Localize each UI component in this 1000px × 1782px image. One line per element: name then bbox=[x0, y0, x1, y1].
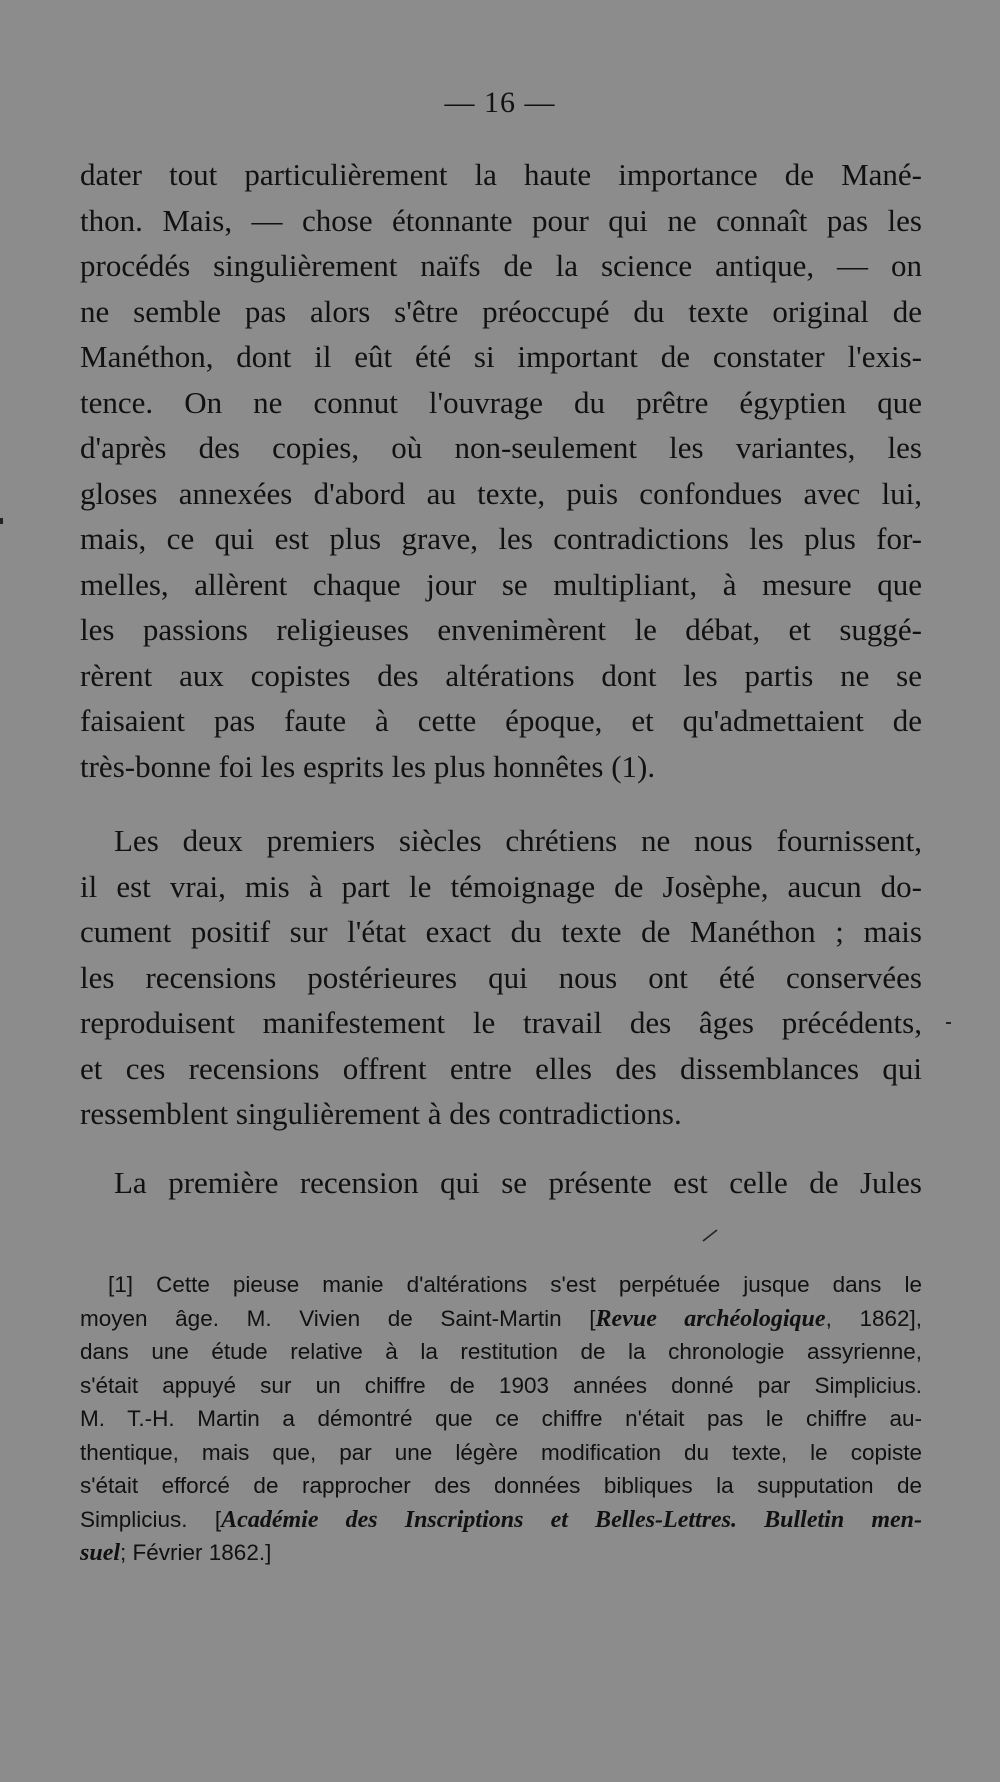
text-line: Manéthon, dont il eût été si important de constater l'exis- bbox=[80, 339, 922, 374]
footnote-line: Simplicius. [Académie des Inscriptions et Belles-Lettres. Bulletin men- bbox=[80, 1506, 922, 1533]
footnote-line: [1] Cette pieuse manie d'altérations s'est perpétuée jusque dans le bbox=[108, 1272, 922, 1297]
text-line: rèrent aux copistes des altérations dont les partis ne se bbox=[80, 657, 922, 693]
text-line: reproduisent manifestement le travail des âges précédents, bbox=[80, 1005, 922, 1040]
text-line: procédés singulièrement naïfs de la science antique, — on bbox=[80, 248, 922, 283]
institution-title: Académie des Inscriptions et Belles-Lettres. Bulletin men- bbox=[221, 1506, 922, 1533]
footnote-line: suel; Février 1862.] bbox=[80, 1540, 272, 1566]
paragraph-2 bbox=[80, 818, 922, 1137]
text-line: Les deux premiers siècles chrétiens ne nous fournissent, bbox=[114, 823, 922, 858]
footnote-line: s'était appuyé sur un chiffre de 1903 années donné par Simplicius. bbox=[80, 1372, 922, 1398]
text-line: La première recension qui se présente est celle de Jules bbox=[114, 1165, 922, 1200]
journal-title: Revue archéologique bbox=[595, 1305, 826, 1332]
text-line: thon. Mais, — chose étonnante pour qui ne connaît pas les bbox=[80, 202, 922, 238]
footnote-line: moyen âge. M. Vivien de Saint-Martin [Revue archéologique, 1862], bbox=[80, 1305, 922, 1332]
margin-speck bbox=[0, 518, 3, 524]
text-line: tence. On ne connut l'ouvrage du prêtre égyptien que bbox=[80, 384, 922, 420]
margin-speck bbox=[946, 1022, 951, 1024]
text-line: il est vrai, mis à part le témoignage de Josèphe, aucun do- bbox=[80, 868, 922, 904]
text-line: d'après des copies, où non-seulement les variantes, les bbox=[80, 430, 922, 465]
footnote-line: s'était efforcé de rapprocher des données bibliques la supputation de bbox=[80, 1473, 922, 1498]
text-line: ressemblent singulièrement à des contradictions. bbox=[80, 1096, 682, 1131]
footnote-line: dans une étude relative à la restitution de la chronologie assyrienne, bbox=[80, 1339, 922, 1364]
text-line: ne semble pas alors s'être préoccupé du texte original de bbox=[80, 293, 922, 329]
text-line: melles, allèrent chaque jour se multipliant, à mesure que bbox=[80, 566, 922, 602]
page-number: — 16 — bbox=[444, 86, 556, 119]
text-line: faisaient pas faute à cette époque, et qu'admettaient de bbox=[80, 703, 922, 738]
stray-mark-icon bbox=[702, 1228, 718, 1242]
text-line: cument positif sur l'état exact du texte de Manéthon ; mais bbox=[80, 914, 922, 949]
footnote-line: M. T.-H. Martin a démontré que ce chiffre n'était pas le chiffre au- bbox=[80, 1406, 922, 1431]
text-line: les passions religieuses envenimèrent le débat, et suggé- bbox=[80, 612, 922, 647]
footnote-line: thentique, mais que, par une légère modification du texte, le copiste bbox=[80, 1439, 922, 1465]
text-line: mais, ce qui est plus grave, les contradictions les plus for- bbox=[80, 521, 922, 556]
text-line: et ces recensions offrent entre elles des dissemblances qui bbox=[80, 1050, 922, 1086]
paragraph-1 bbox=[80, 152, 922, 789]
institution-title-end: suel bbox=[80, 1540, 121, 1566]
text-line: les recensions postérieures qui nous ont été conservées bbox=[80, 959, 922, 995]
footnote bbox=[80, 1268, 922, 1570]
text-line: très-bonne foi les esprits les plus honnêtes (1). bbox=[80, 748, 656, 784]
paragraph-3 bbox=[80, 1160, 922, 1206]
text-line: gloses annexées d'abord au texte, puis confondues avec lui, bbox=[80, 475, 922, 511]
text-line: dater tout particulièrement la haute importance de Mané- bbox=[80, 157, 922, 192]
